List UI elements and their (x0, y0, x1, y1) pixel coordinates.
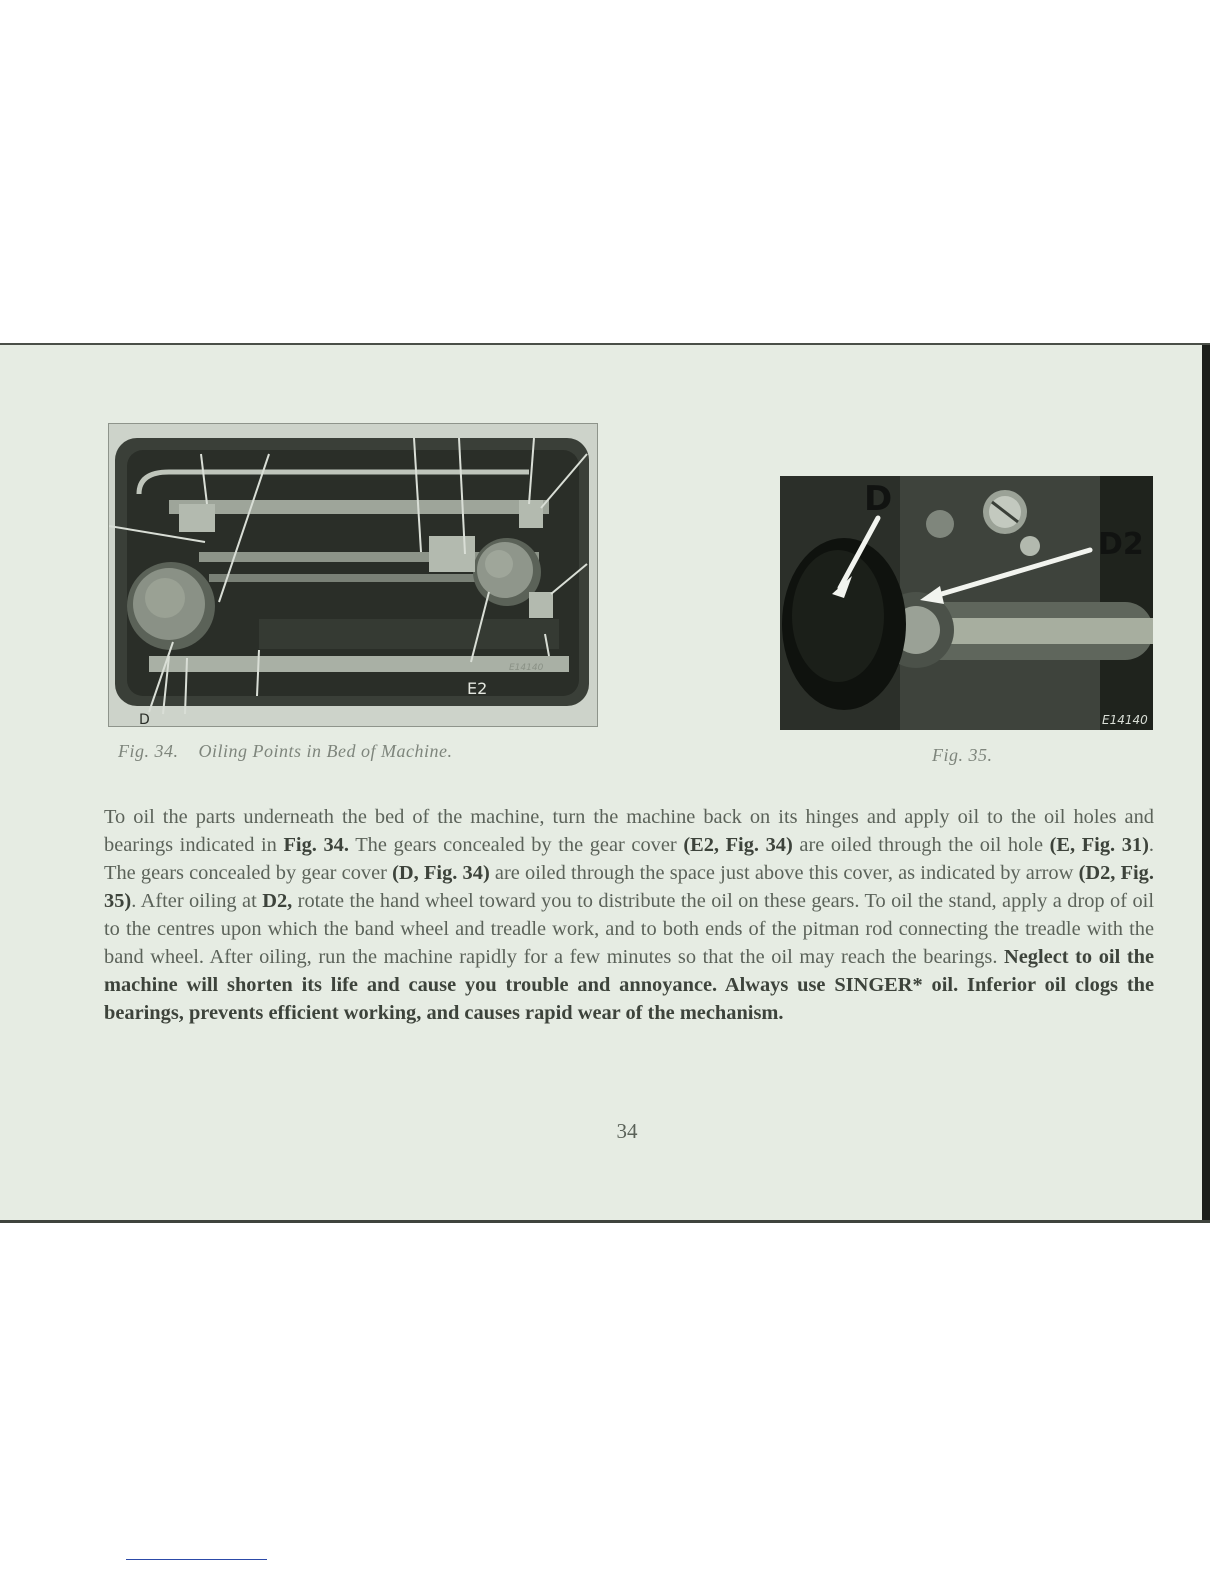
paragraph-text-3: are oiled through the oil hole (792, 834, 1050, 856)
fig34-e2-label: E2 (467, 679, 488, 698)
warning-text: Neglect to oil the machine will shorten its life and cause you trouble and annoyance. Always use SINGER* oil. Inferior oil clogs the bearings, prevents efficient working, and causes rapid wear of the mechanism. (104, 946, 1155, 1024)
ref-e2-fig-34: (E2, Fig. 34) (683, 834, 793, 856)
fig35-d-label: D (864, 479, 893, 519)
oiling-instructions-paragraph (104, 803, 1154, 1027)
fig34-d-label: D (139, 712, 150, 726)
figure-34-caption-number: Fig. 34. (118, 741, 179, 761)
fig35-d2-label: D2 (1098, 527, 1144, 562)
paragraph-text-4: . The gears concealed by gear cover (104, 834, 1155, 884)
ref-d2-fig-35: (D2, Fig. 35) (104, 862, 1154, 912)
paragraph-text-2: The gears concealed by the gear cover (348, 834, 684, 856)
footnote-rule (126, 1559, 267, 1560)
figure-34-caption-title: Oiling Points in Bed of Machine. (198, 741, 453, 761)
ref-d-fig-34: (D, Fig. 34) (392, 862, 490, 884)
ref-d2: D2, (262, 890, 293, 912)
figure-35-photo (780, 476, 1153, 730)
paragraph-text-5: are oiled through the space just above this cover, as indicated by arrow (489, 862, 1079, 884)
paragraph-text-6: . After oiling at (131, 890, 263, 912)
ref-fig-34: Fig. 34. (283, 834, 349, 856)
paragraph-text-1: To oil the parts underneath the bed of the machine, turn the machine back on its hinges and apply oil to the oil holes and bearings indicated in (104, 806, 1154, 856)
figure-34-photo (108, 423, 598, 727)
figure-35-caption: Fig. 35. (932, 745, 993, 765)
fig34-negative-number: E14140 (509, 663, 544, 673)
fig35-negative-number: E14140 (1102, 713, 1148, 727)
scanned-page (0, 343, 1210, 1223)
page-number: 34 (616, 1119, 638, 1143)
figure-34-caption (118, 741, 452, 762)
ref-e-fig-31: (E, Fig. 31) (1049, 834, 1149, 856)
page-edge-shadow (1202, 345, 1210, 1220)
paragraph-text-7: rotate the hand wheel toward you to distribute the oil on these gears. To oil the stand, apply a drop of oil to the centres upon which the band wheel and treadle work, and to both ends of the pitman rod connecting the treadle with the band wheel. After oiling, run the machine rapidly for a few minutes so that the oil may reach the bearings. (104, 890, 1155, 968)
